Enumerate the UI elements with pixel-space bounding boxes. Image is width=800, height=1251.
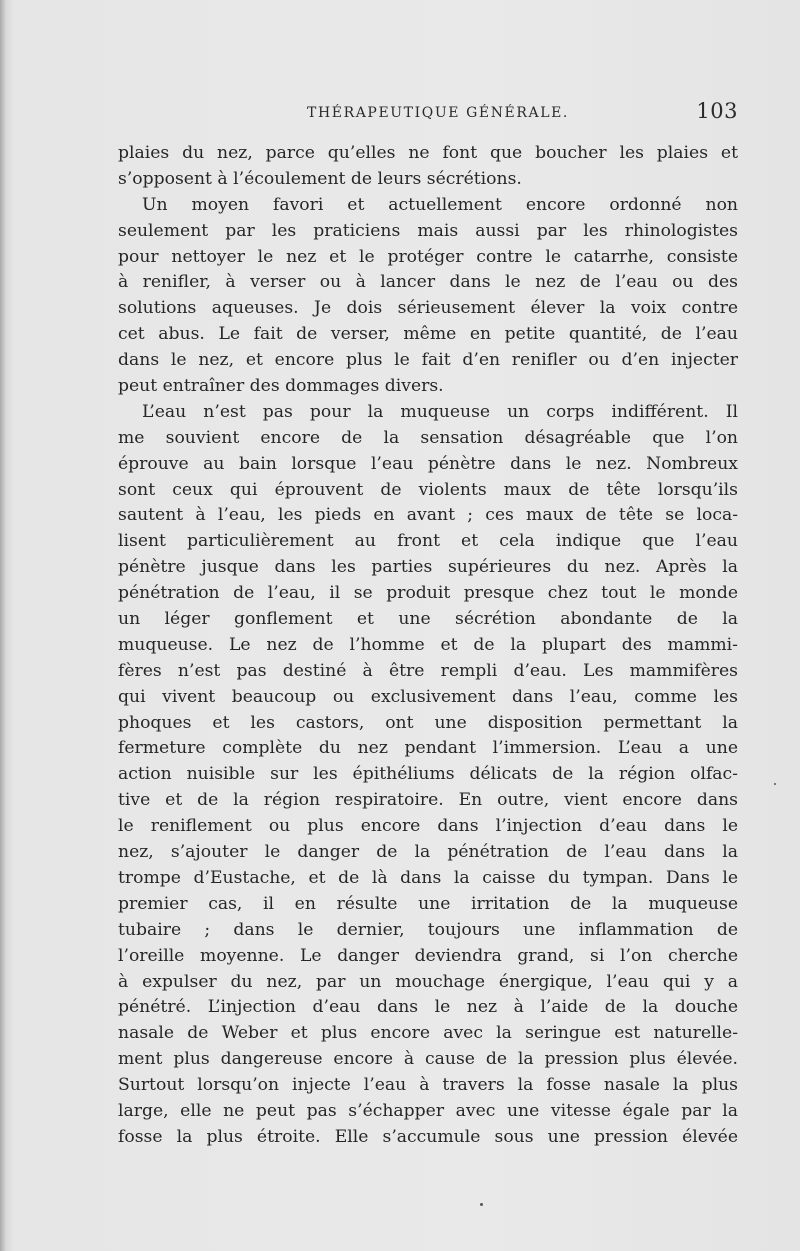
text-line: pénétré. L’injection d’eau dans le nez à l’aide de la douche	[118, 997, 738, 1018]
paragraph-3	[118, 400, 738, 1151]
text-line: sautent à l’eau, les pieds en avant ; ces maux de tête se loca-	[118, 505, 738, 526]
text-line: solutions aqueuses. Je dois sérieusement élever la voix contre	[118, 298, 738, 319]
text-line: lisent particulièrement au front et cela indique que l’eau	[118, 531, 738, 552]
text-line: nez, s’ajouter le danger de la pénétration de l’eau dans la	[118, 842, 738, 863]
page-edge-shadow	[0, 0, 6, 1251]
text-line: un léger gonflement et une sécrétion abondante de la	[118, 609, 738, 630]
text-line: fosse la plus étroite. Elle s’accumule sous une pression élevée	[118, 1126, 738, 1147]
text-line: me souvient encore de la sensation désagréable que l’on	[118, 427, 738, 448]
text-line: pour nettoyer le nez et le protéger contre le catarrhe, consiste	[118, 246, 738, 267]
text-line: fères n’est pas destiné à être rempli d’eau. Les mammifères	[118, 660, 738, 681]
text-line: large, elle ne peut pas s’échapper avec une vitesse égale par la	[118, 1100, 738, 1121]
text-line: muqueuse. Le nez de l’homme et de la plupart des mammi-	[118, 634, 738, 655]
running-title: THÉRAPEUTIQUE GÉNÉRALE.	[307, 105, 569, 121]
text-line: L’eau n’est pas pour la muqueuse un corps indifférent. Il	[142, 401, 738, 422]
text-line: Surtout lorsqu’on injecte l’eau à travers la fosse nasale la plus	[118, 1075, 738, 1096]
body-text	[118, 141, 738, 1151]
text-line: éprouve au bain lorsque l’eau pénètre dans le nez. Nombreux	[118, 453, 738, 474]
text-line: tubaire ; dans le dernier, toujours une inflammation de	[118, 919, 738, 940]
text-line: sont ceux qui éprouvent de violents maux de tête lorsqu’ils	[118, 479, 738, 500]
text-line: action nuisible sur les épithéliums délicats de la région olfac-	[118, 764, 738, 785]
text-line: fermeture complète du nez pendant l’immersion. L’eau a une	[118, 738, 738, 759]
text-line: peut entraîner des dommages divers.	[118, 376, 444, 397]
running-head	[118, 99, 738, 129]
text-line: s’opposent à l’écoulement de leurs sécrétions.	[118, 168, 522, 189]
text-line: plaies du nez, parce qu’elles ne font que boucher les plaies et	[118, 143, 738, 163]
text-line: cet abus. Le fait de verser, même en petite quantité, de l’eau	[118, 324, 738, 345]
text-line: ment plus dangereuse encore à cause de la pression plus élevée.	[118, 1049, 738, 1070]
text-line: premier cas, il en résulte une irritation de la muqueuse	[118, 893, 738, 914]
text-line: à expulser du nez, par un mouchage énergique, l’eau qui y a	[118, 971, 738, 992]
text-line: le reniflement ou plus encore dans l’injection d’eau dans le	[118, 816, 738, 837]
print-speck	[774, 783, 776, 785]
text-line: qui vivent beaucoup ou exclusivement dans l’eau, comme les	[118, 686, 738, 707]
text-line: nasale de Weber et plus encore avec la seringue est naturelle-	[118, 1023, 738, 1044]
text-line: à renifler, à verser ou à lancer dans le nez de l’eau ou des	[118, 272, 738, 293]
text-line: dans le nez, et encore plus le fait d’en renifler ou d’en injecter	[118, 350, 738, 371]
text-line: l’oreille moyenne. Le danger deviendra grand, si l’on cherche	[118, 945, 738, 966]
paragraph-2	[118, 193, 738, 400]
page-number: 103	[696, 99, 738, 123]
text-line: trompe d’Eustache, et de là dans la caisse du tympan. Dans le	[118, 867, 738, 888]
paragraph-1	[118, 141, 738, 193]
text-line: Un moyen favori et actuellement encore ordonné non	[142, 194, 738, 215]
text-line: pénétration de l’eau, il se produit presque chez tout le monde	[118, 583, 738, 604]
text-line: seulement par les praticiens mais aussi par les rhinologistes	[118, 220, 738, 241]
text-line: pénètre jusque dans les parties supérieures du nez. Après la	[118, 557, 738, 578]
print-speck	[480, 1203, 483, 1206]
text-line: phoques et les castors, ont une disposition permettant la	[118, 712, 738, 733]
text-line: tive et de la région respiratoire. En outre, vient encore dans	[118, 790, 738, 811]
